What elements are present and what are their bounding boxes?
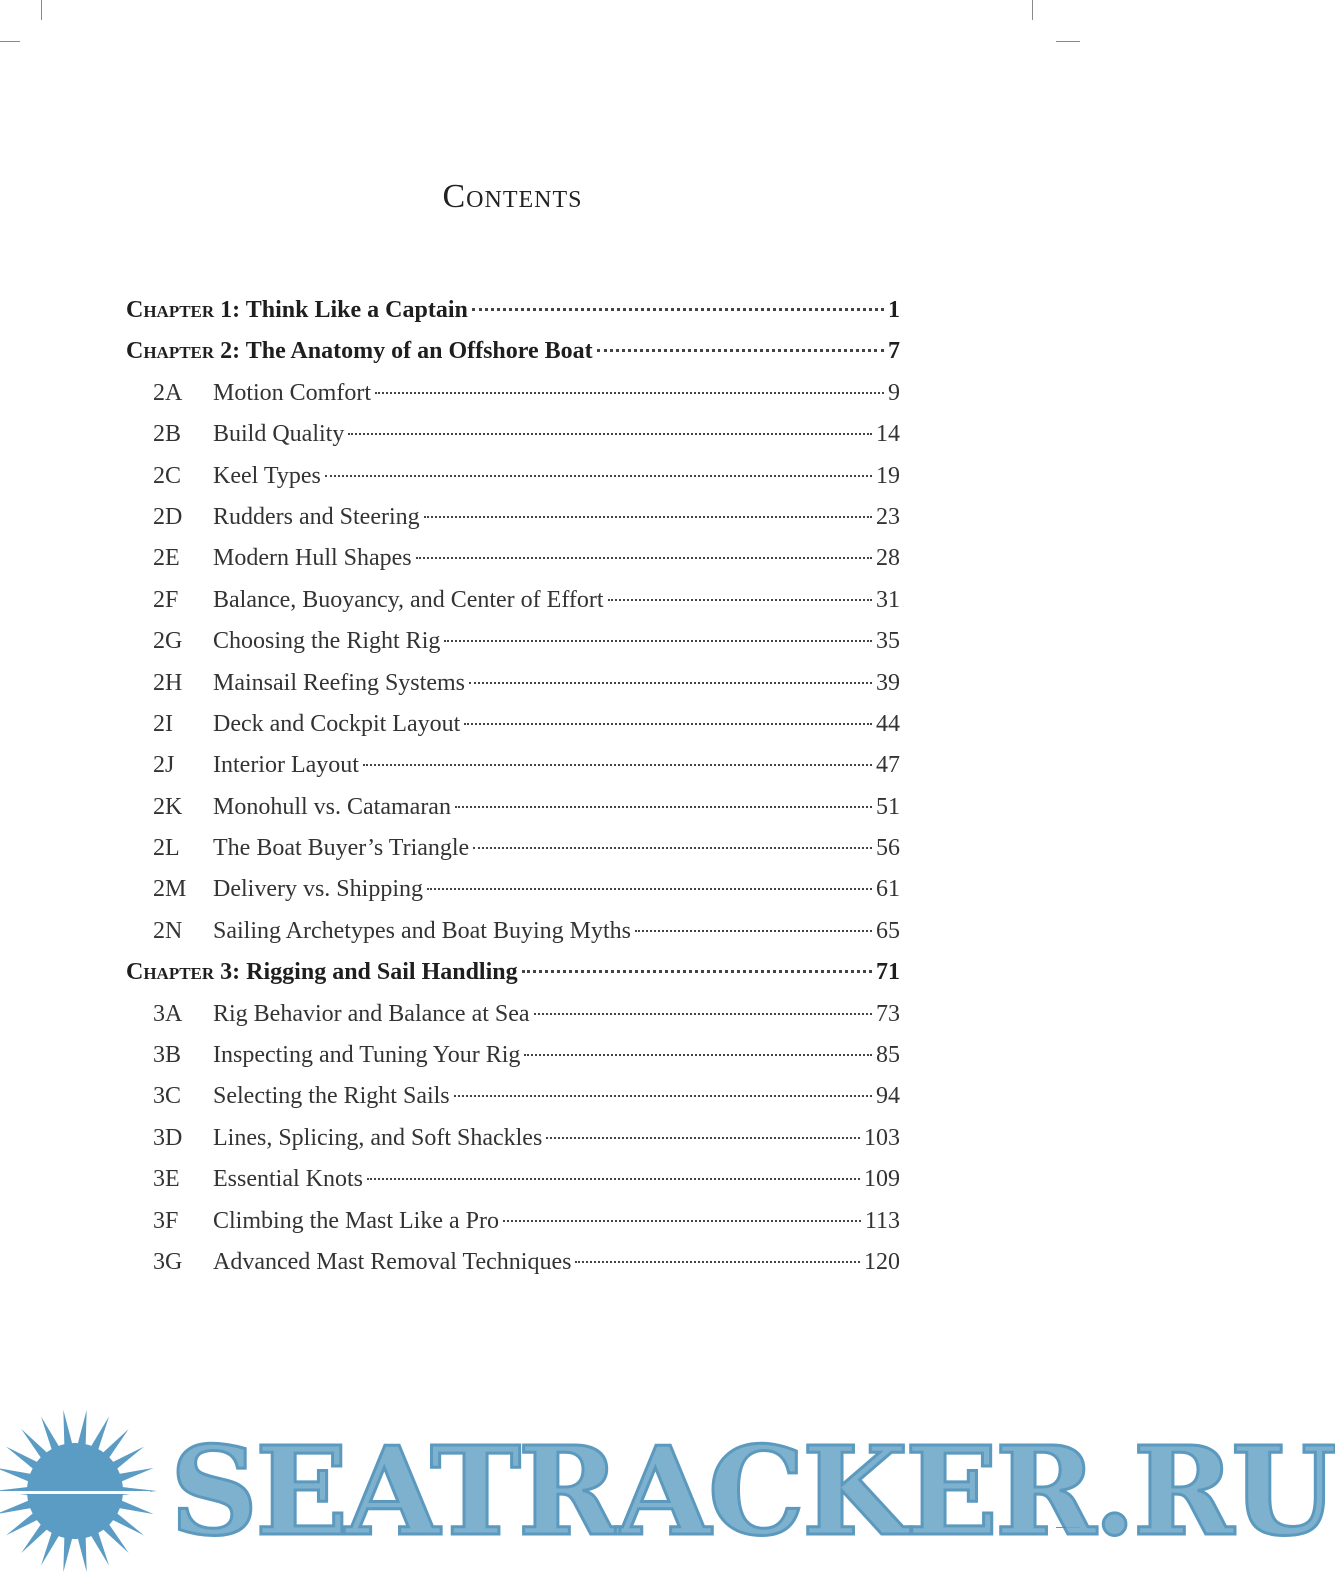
toc-section-row[interactable] [126, 704, 900, 745]
section-title: Sailing Archetypes and Boat Buying Myths [213, 917, 631, 944]
sun-ray [0, 1500, 32, 1514]
section-code: 3A [153, 1000, 183, 1027]
sun-ray [0, 1468, 32, 1482]
section-title: The Boat Buyer’s Triangle [213, 835, 470, 862]
page-number: 7 [888, 338, 900, 365]
toc-section-row[interactable] [126, 1201, 900, 1242]
toc-section-row[interactable] [126, 414, 900, 455]
watermark-text: SEATRACKER.RU [170, 1419, 1335, 1563]
toc-section-row[interactable] [126, 787, 900, 828]
dot-leader [348, 433, 872, 435]
dot-leader [635, 930, 872, 932]
section-code: 3B [153, 1042, 182, 1069]
section-code: 2H [153, 669, 183, 696]
page-number: 65 [876, 917, 900, 944]
sun-ray [63, 1410, 72, 1446]
chapter-prefix: Chapter 2: [126, 338, 241, 365]
toc-section-row[interactable] [126, 745, 900, 786]
section-code: 2E [153, 545, 180, 572]
dot-leader [524, 1054, 872, 1056]
toc-section-row[interactable] [126, 828, 900, 869]
dot-leader [367, 1178, 860, 1180]
sun-ray [111, 1447, 144, 1470]
page-number: 103 [864, 1124, 900, 1151]
chapter-title-text: Think Like a Captain [245, 297, 468, 323]
dot-leader [427, 888, 872, 890]
page-number: 1 [888, 297, 900, 323]
section-title: Balance, Buoyancy, and Center of Effort [213, 586, 604, 613]
section-title: Motion Comfort [213, 379, 372, 406]
chapter-title [126, 331, 593, 372]
section-code: 2C [153, 462, 182, 489]
chapter-prefix: Chapter 1: [126, 297, 241, 323]
page-number: 120 [864, 1248, 900, 1275]
toc-section-row[interactable] [126, 456, 900, 497]
page-number: 31 [876, 586, 900, 613]
page-title: Contents [442, 178, 583, 215]
section-code: 3G [153, 1248, 183, 1275]
crop-mark-top-right-h [1056, 41, 1080, 42]
dot-leader [546, 1137, 860, 1139]
section-title: Deck and Cockpit Layout [213, 710, 461, 737]
section-title: Inspecting and Tuning Your Rig [213, 1042, 521, 1069]
toc-section-row[interactable] [126, 1035, 900, 1076]
sun-ray [118, 1468, 154, 1482]
sun-ray [77, 1410, 86, 1446]
toc-section-row[interactable] [126, 869, 900, 910]
toc-chapter-row[interactable] [126, 331, 900, 372]
section-title: Delivery vs. Shipping [213, 876, 423, 903]
section-title: Keel Types [213, 462, 321, 489]
page-number: 47 [876, 752, 900, 779]
page-number: 71 [876, 959, 900, 986]
toc-section-row[interactable] [126, 1076, 900, 1117]
dot-leader [424, 516, 872, 518]
toc-section-row[interactable] [126, 497, 900, 538]
page-number: 35 [876, 628, 900, 655]
dot-leader [473, 847, 872, 849]
section-title: Essential Knots [213, 1166, 363, 1193]
dot-leader [454, 1095, 872, 1097]
dot-leader [608, 599, 872, 601]
section-code: 2B [153, 421, 182, 448]
toc-section-row[interactable] [126, 373, 900, 414]
chapter-prefix: Chapter 3: [126, 959, 241, 986]
page-number: 61 [876, 876, 900, 903]
toc-chapter-row[interactable] [126, 952, 900, 993]
toc-section-row[interactable] [126, 663, 900, 704]
section-code: 3F [153, 1207, 179, 1234]
section-title: Mainsail Reefing Systems [213, 669, 465, 696]
dot-leader [503, 1220, 861, 1222]
section-code: 3C [153, 1083, 182, 1110]
page-number: 44 [876, 710, 900, 737]
page-number: 28 [876, 545, 900, 572]
section-title: Lines, Splicing, and Soft Shackles [213, 1124, 543, 1151]
section-title: Rudders and Steering [213, 503, 420, 530]
sun-ray [111, 1512, 144, 1535]
table-of-contents [126, 290, 900, 1283]
dot-leader [522, 970, 872, 973]
dot-leader [455, 806, 872, 808]
dot-leader [375, 392, 884, 394]
crop-mark-top-right-v [1032, 0, 1033, 20]
chapter-title [126, 290, 468, 331]
toc-section-row[interactable] [126, 538, 900, 579]
chapter-title [126, 952, 518, 993]
page-number: 23 [876, 503, 900, 530]
section-title: Interior Layout [213, 752, 359, 779]
page-number: 19 [876, 462, 900, 489]
chapter-title-text: The Anatomy of an Offshore Boat [245, 338, 593, 365]
crop-mark-top-left-h [0, 41, 20, 42]
page-number: 51 [876, 793, 900, 820]
sun-ray [6, 1512, 39, 1535]
section-title: Selecting the Right Sails [213, 1083, 450, 1110]
section-code: 2D [153, 503, 183, 530]
page-number: 109 [864, 1166, 900, 1193]
dot-leader [363, 764, 872, 766]
toc-section-row[interactable] [126, 1242, 900, 1283]
section-title: Advanced Mast Removal Techniques [213, 1248, 572, 1275]
dot-leader [534, 1013, 872, 1015]
toc-section-row[interactable] [126, 911, 900, 952]
dot-leader [472, 308, 884, 311]
section-code: 2G [153, 628, 183, 655]
sun-ray [63, 1536, 72, 1572]
sun-ray [90, 1416, 109, 1451]
dot-leader [464, 723, 872, 725]
page-number: 14 [876, 421, 900, 448]
sun-ray [41, 1531, 60, 1566]
section-title: Modern Hull Shapes [213, 545, 412, 572]
dot-leader [416, 557, 872, 559]
dot-leader [325, 475, 872, 477]
section-code: 2A [153, 379, 183, 406]
sun-ray [118, 1500, 154, 1514]
page-number: 56 [876, 835, 900, 862]
section-code: 2F [153, 586, 179, 613]
sun-ray [90, 1531, 109, 1566]
section-code: 2K [153, 793, 183, 820]
toc-section-row[interactable] [126, 621, 900, 662]
page-number: 39 [876, 669, 900, 696]
dot-leader [469, 682, 872, 684]
section-code: 3D [153, 1124, 183, 1151]
toc-section-row[interactable] [126, 580, 900, 621]
section-code: 2J [153, 752, 175, 779]
dot-leader [575, 1261, 860, 1263]
section-title: Rig Behavior and Balance at Sea [213, 1000, 530, 1027]
toc-section-row[interactable] [126, 1118, 900, 1159]
section-title: Monohull vs. Catamaran [213, 793, 451, 820]
toc-section-row[interactable] [126, 1159, 900, 1200]
sun-ray [77, 1536, 86, 1572]
toc-chapter-row[interactable] [126, 290, 900, 331]
dot-leader [444, 640, 872, 642]
section-code: 3E [153, 1166, 180, 1193]
sun-ray [6, 1447, 39, 1470]
page-number: 9 [888, 379, 900, 406]
chapter-title-text: Rigging and Sail Handling [246, 959, 518, 986]
section-code: 2L [153, 835, 180, 862]
sun-ray [41, 1416, 60, 1451]
section-code: 2M [153, 876, 187, 903]
section-title: Climbing the Mast Like a Pro [213, 1207, 499, 1234]
page-number: 113 [864, 1207, 900, 1234]
section-title: Choosing the Right Rig [213, 628, 441, 655]
crop-mark-top-left-v [41, 0, 42, 20]
page-number: 85 [876, 1042, 900, 1069]
page-number: 94 [876, 1083, 900, 1110]
section-code: 2N [153, 917, 183, 944]
section-code: 2I [153, 710, 173, 737]
page-number: 73 [876, 1000, 900, 1027]
section-title: Build Quality [213, 421, 345, 448]
toc-section-row[interactable] [126, 994, 900, 1035]
dot-leader [597, 349, 884, 352]
